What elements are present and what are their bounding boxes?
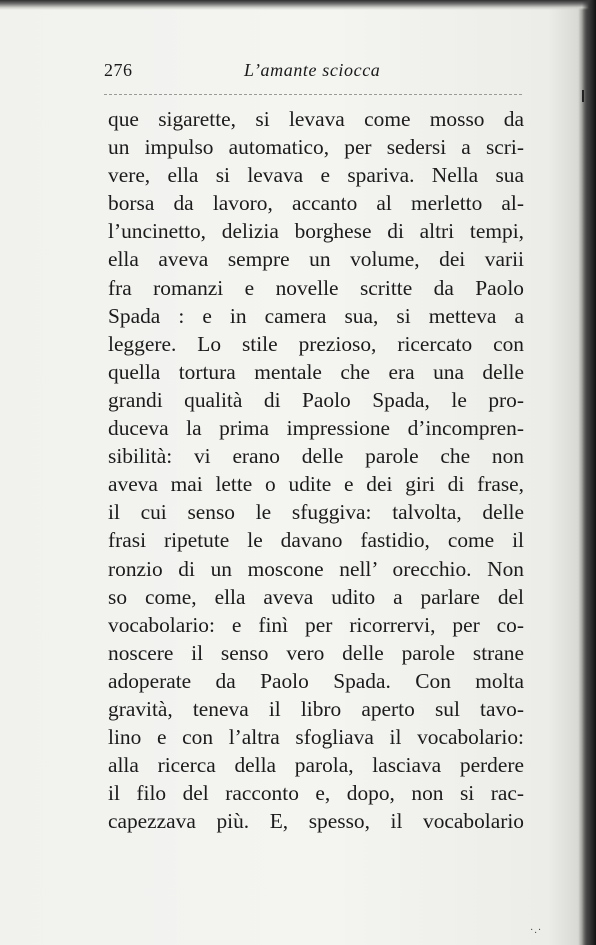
text-line: gravità, teneva il libro aperto sul tavo- (108, 696, 524, 721)
text-line: frasi ripetute le davano fastidio, come il (108, 528, 524, 553)
text-line: il cui senso le sfuggiva: talvolta, delle (108, 500, 524, 525)
text-line: borsa da lavoro, accanto al merletto al- (108, 191, 524, 216)
binding-thread (582, 90, 584, 102)
text-line: alla ricerca della parola, lasciava perdere (108, 753, 524, 778)
page-number: 276 (104, 60, 133, 80)
text-line: un impulso automatico, per sedersi a scri- (108, 135, 524, 160)
paper-specks: ·.· (530, 925, 543, 936)
text-line: vere, ella si levava e spariva. Nella sua (108, 163, 524, 188)
running-title: L’amante sciocca (244, 60, 381, 80)
header-rule (104, 94, 522, 95)
text-line: adoperate da Paolo Spada. Con molta (108, 668, 524, 693)
text-line: grandi qualità di Paolo Spada, le pro- (108, 387, 524, 412)
text-line: sibilità: vi erano delle parole che non (108, 444, 524, 469)
text-line: fra romanzi e novelle scritte da Paolo (108, 275, 524, 300)
text-line: ella aveva sempre un volume, dei varii (108, 247, 524, 272)
text-line: il filo del racconto e, dopo, non si rac- (108, 781, 524, 806)
text-line: so come, ella aveva udito a parlare del (108, 584, 524, 609)
text-line: noscere il senso vero delle parole strane (108, 640, 524, 665)
text-line: quella tortura mentale che era una delle (108, 359, 524, 384)
body-text (108, 105, 524, 835)
text-line: vocabolario: e finì per ricorrervi, per co- (108, 612, 524, 637)
text-line: lino e con l’altra sfogliava il vocabolario: (108, 725, 524, 750)
text-line: duceva la prima impressione d’incompren- (108, 416, 524, 441)
text-line: que sigarette, si levava come mosso da (108, 107, 524, 131)
text-line: leggere. Lo stile prezioso, ricercato con (108, 331, 524, 356)
page-top-edge (0, 0, 596, 10)
text-line: capezzava più. E, spesso, il vocabolario (108, 809, 524, 834)
text-line: Spada : e in camera sua, si metteva a (108, 303, 524, 328)
page-header (104, 60, 524, 86)
text-line: l’uncinetto, delizia borghese di altri tempi, (108, 219, 524, 244)
text-line: aveva mai lette o udite e dei giri di frase, (108, 472, 524, 497)
text-line: ronzio di un moscone nell’ orecchio. Non (108, 556, 524, 581)
book-binding-edge (582, 0, 596, 945)
